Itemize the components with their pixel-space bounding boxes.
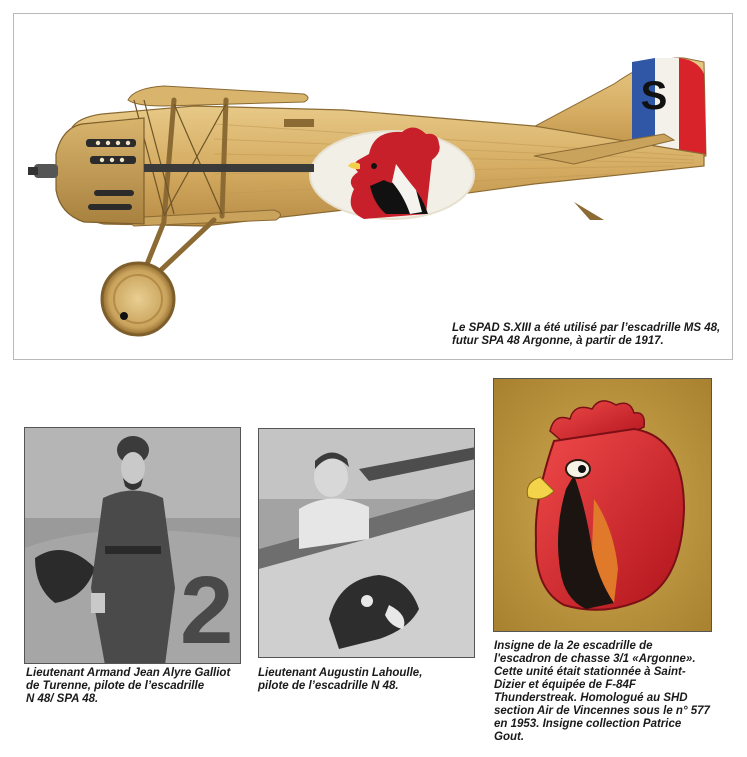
aircraft-number-2: 2: [180, 557, 234, 664]
caption-line: de Turenne, pilote de l’escadrille: [26, 680, 205, 692]
spad-xiii-profile-illustration: [14, 14, 734, 361]
caption-line: en 1953. Insigne collection Patrice: [494, 718, 682, 730]
fuselage-number: S: [640, 74, 668, 118]
rooster-insignia-image: [494, 379, 712, 632]
profile-caption-line: futur SPA 48 Argonne, à partir de 1917.: [452, 335, 664, 347]
caption-galliot-de-turenne: [26, 667, 246, 706]
caption-line: Insigne de la 2e escadrille de: [494, 640, 653, 652]
pilot-portrait-image: [25, 428, 241, 664]
caption-line: Gout.: [494, 731, 525, 743]
caption-line: section Air de Vincennes sous le n° 577: [494, 705, 710, 717]
caption-augustin-lahoulle: [258, 667, 478, 693]
caption-line: N 48/ SPA 48.: [26, 693, 99, 705]
caption-insignia: [494, 640, 734, 744]
aircraft-profile-panel: [13, 13, 733, 360]
photo-galliot-de-turenne: [24, 427, 241, 664]
caption-line: Lieutenant Augustin Lahoulle,: [258, 667, 423, 679]
photo-augustin-lahoulle: [258, 428, 475, 658]
caption-line: Cette unité était stationnée à Saint-: [494, 666, 686, 678]
caption-line: Thunderstreak. Homologué au SHD: [494, 692, 688, 704]
profile-caption-line: Le SPAD S.XIII a été utilisé par l’escadrille MS 48,: [452, 322, 721, 334]
caption-line: Lieutenant Armand Jean Alyre Galliot: [26, 667, 231, 679]
caption-line: l'escadron de chasse 3/1 «Argonne».: [494, 653, 696, 665]
pilot-in-cockpit-image: [259, 429, 475, 658]
caption-line: Dizier et équipée de F-84F: [494, 679, 636, 691]
photo-insignia-argonne: [493, 378, 712, 632]
profile-caption: [452, 322, 737, 348]
caption-line: pilote de l’escadrille N 48.: [258, 680, 399, 692]
